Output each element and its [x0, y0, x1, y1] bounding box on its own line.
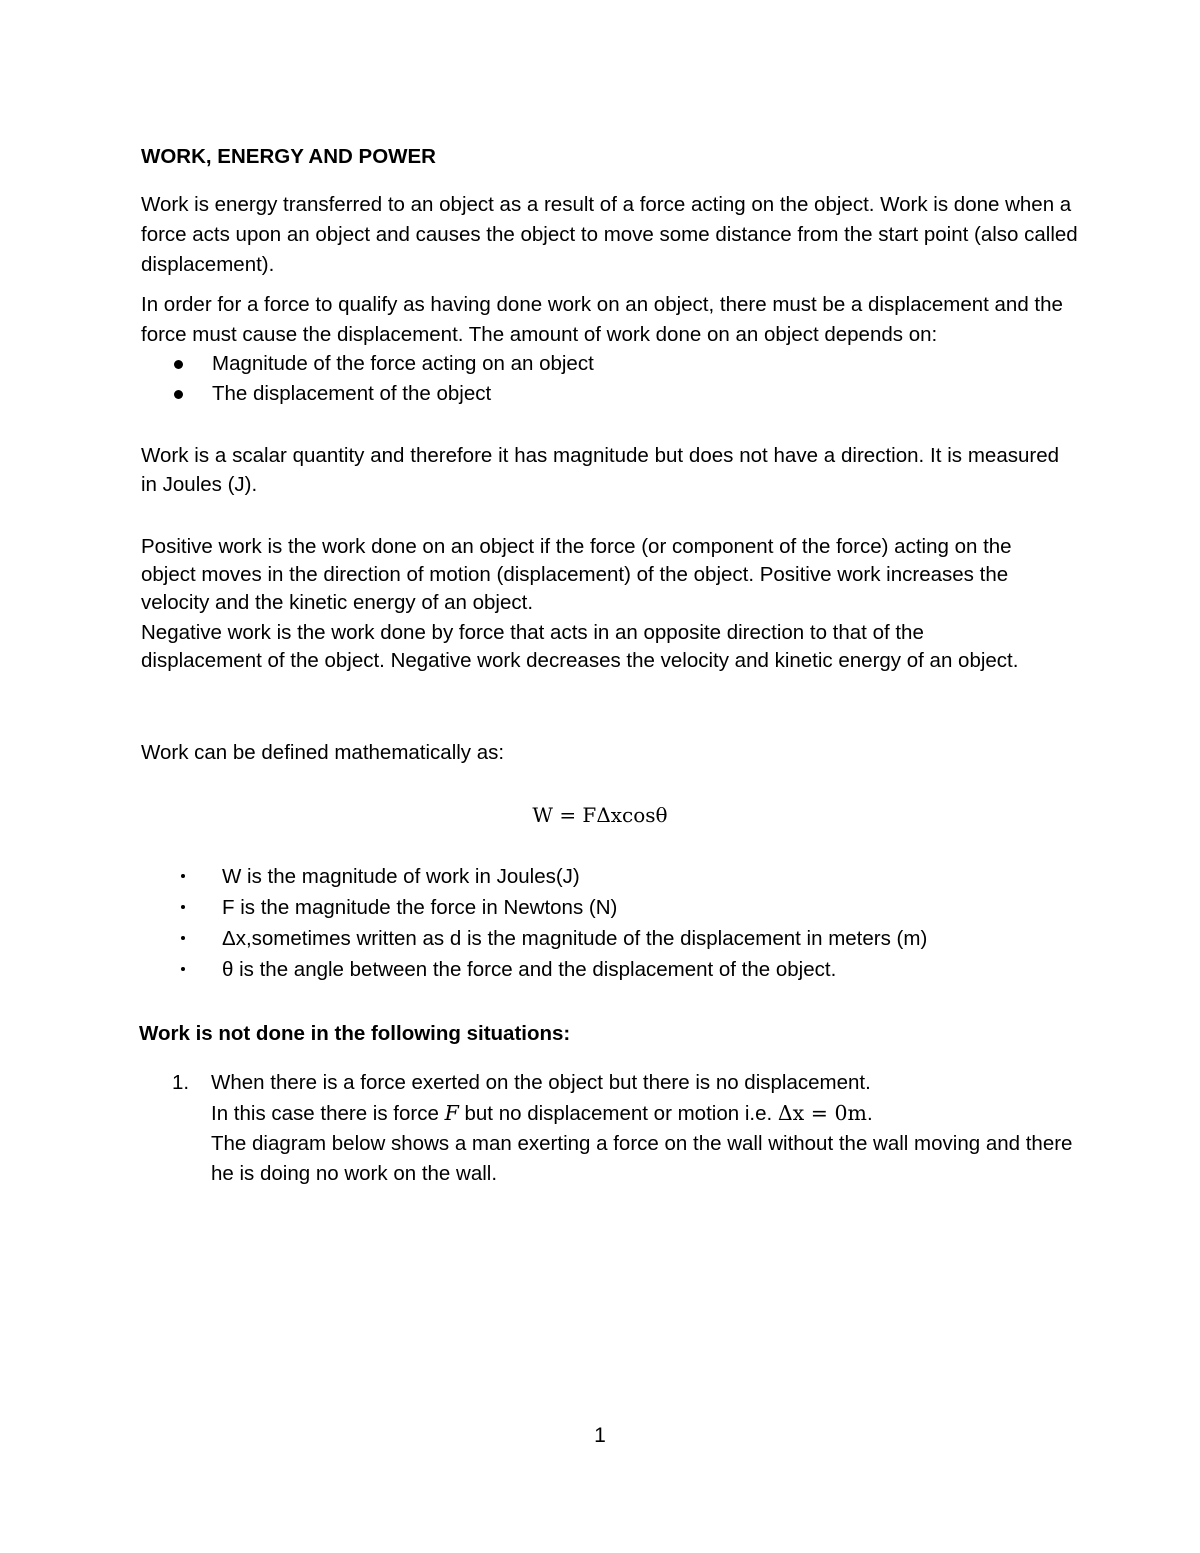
list-item: Magnitude of the force acting on an object	[170, 349, 594, 379]
math-symbol: F	[444, 1101, 459, 1125]
item-text	[211, 1068, 1091, 1189]
paragraph-scalar-quantity: Work is a scalar quantity and therefore it has magnitude but does not have a direction. It is measured in Joules (J).	[141, 444, 1059, 496]
list-item: The displacement of the object	[170, 379, 594, 409]
paragraph-work-definition: Work is energy transferred to an object as a result of a force acting on the object. Work is done when a force acts upon an object and causes the object to move some distance from the start point (also called displacement).	[141, 193, 1078, 276]
depends-on-list	[170, 349, 594, 409]
item-line	[211, 1098, 1091, 1129]
paragraph-negative-work: Negative work is the work done by force that acts in an opposite direction to that of the displacement of the object. Negative work decreases the velocity and kinetic energy of an object.	[141, 621, 1019, 672]
paragraph-positive-work: Positive work is the work done on an object if the force (or component of the force) acting on the object moves in the direction of motion (displacement) of the object. Positive work increases the velocity and the kinetic energy of an object.	[141, 535, 1012, 614]
paragraph-work-conditions: In order for a force to qualify as having done work on an object, there must be a displacement and the force must cause the displacement. The amount of work done on an object depends on:	[141, 293, 1063, 346]
text-span: but no displacement or motion i.e.	[458, 1102, 778, 1125]
work-formula: W = FΔxcosθ	[532, 803, 668, 827]
section-heading: Work is not done in the following situations:	[139, 1022, 571, 1045]
page-title: WORK, ENERGY AND POWER	[141, 145, 436, 168]
list-item: θ is the angle between the force and the displacement of the object.	[178, 954, 927, 985]
text-span: In this case there is force	[211, 1102, 445, 1125]
page-number: 1	[594, 1424, 606, 1447]
item-number: 1.	[172, 1071, 190, 1094]
paragraph-math-definition: Work can be defined mathematically as:	[141, 741, 505, 764]
item-line: When there is a force exerted on the object but there is no displacement.	[211, 1071, 871, 1094]
math-expression: Δx = 0m	[777, 1101, 867, 1125]
list-item: Δx,sometimes written as d is the magnitude of the displacement in meters (m)	[178, 923, 927, 954]
list-item: F is the magnitude the force in Newtons (N)	[178, 892, 927, 923]
definitions-list	[178, 861, 927, 985]
text-span: .	[866, 1102, 873, 1125]
list-item: W is the magnitude of work in Joules(J)	[178, 861, 927, 892]
item-line: The diagram below shows a man exerting a force on the wall without the wall moving and there he is doing no work on the wall.	[211, 1132, 1073, 1185]
